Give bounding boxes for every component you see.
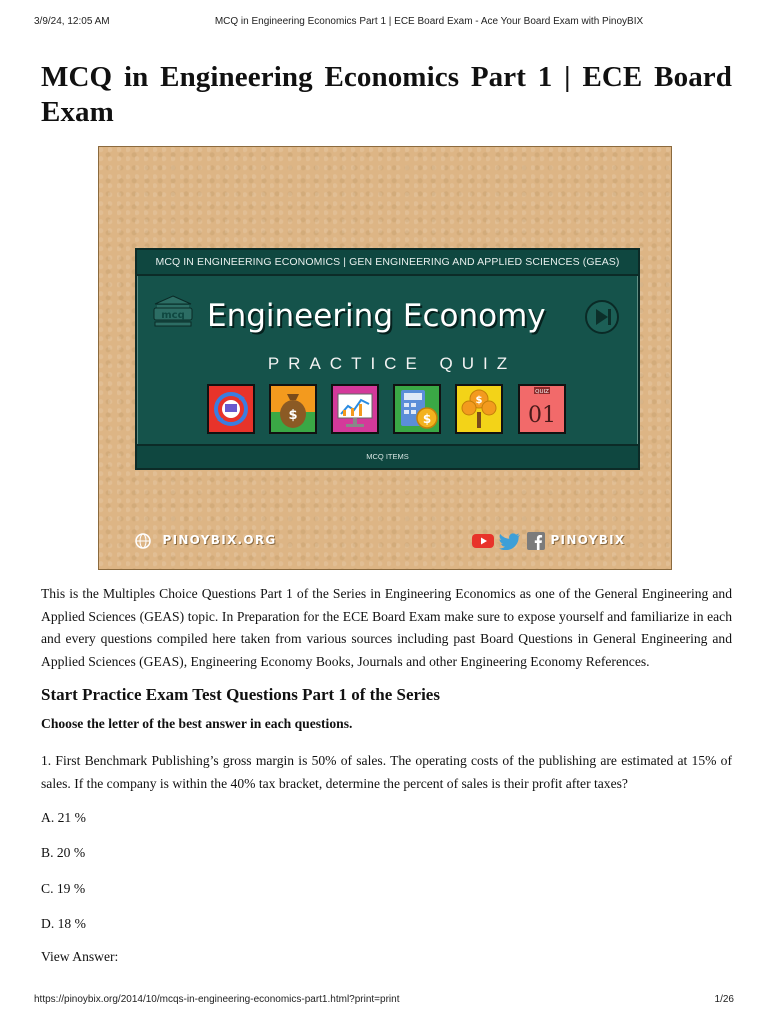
article-title: MCQ in Engineering Economics Part 1 | ECE Board Exam	[41, 61, 732, 128]
instruction-text: Choose the letter of the best answer in each questions.	[41, 716, 353, 731]
skip-next-icon	[584, 299, 620, 335]
banner-main-title: Engineering Economy	[207, 298, 546, 334]
print-datetime: 3/9/24, 12:05 AM	[34, 16, 110, 27]
featured-banner-image	[98, 146, 672, 570]
svg-text:$: $	[422, 412, 432, 426]
exam-cycle-icon	[209, 386, 253, 432]
money-bag-icon	[271, 386, 315, 432]
globe-icon	[135, 533, 151, 549]
logo-text: mcq	[161, 310, 185, 321]
tile-money-tree	[455, 384, 503, 434]
facebook-icon	[527, 532, 545, 550]
print-header	[34, 16, 734, 30]
choice-c[interactable]: C. 19 %	[41, 881, 86, 896]
money-tree-icon	[457, 386, 501, 432]
tile-calculator	[393, 384, 441, 434]
print-page-title: MCQ in Engineering Economics Part 1 | ECE Board Exam - Ace Your Board Exam with PinoyBIX	[214, 16, 644, 27]
svg-text:$: $	[475, 395, 483, 406]
banner-social	[472, 530, 625, 550]
choice-b[interactable]: B. 20 %	[41, 845, 86, 860]
svg-text:$: $	[288, 408, 298, 423]
view-answer-toggle[interactable]: View Answer:	[41, 949, 119, 964]
section-heading: Start Practice Exam Test Questions Part 1 of the Series	[41, 685, 440, 704]
print-footer	[34, 994, 734, 1008]
article-content	[41, 60, 732, 130]
print-url: https://pinoybix.org/2014/10/mcqs-in-engineering-economics-part1.html?print=print	[34, 994, 400, 1005]
twitter-icon	[499, 532, 521, 550]
calculator-coins-icon	[395, 386, 439, 432]
banner-bottom-strip: MCQ ITEMS	[137, 444, 638, 468]
choice-d[interactable]: D. 18 %	[41, 916, 86, 931]
quiz-label: QUIZ	[535, 389, 549, 395]
question-1-text: 1. First Benchmark Publishing’s gross margin is 50% of sales. The operating costs of the publishing are estimated at 15% of sales. If the company is within the 40% tax bracket, determine the percent of sales is their profit after taxes?	[41, 753, 732, 791]
quiz-number: 01	[528, 403, 556, 428]
banner-site-left	[135, 530, 277, 550]
site-name-left: PINOYBIX.ORG	[162, 533, 277, 547]
chart-screen-icon	[333, 386, 377, 432]
mcq-building-logo-icon	[151, 294, 195, 328]
site-name-right: PINOYBIX	[550, 533, 626, 547]
intro-paragraph: This is the Multiples Choice Questions Part 1 of the Series in Engineering Economics as one of the General Engineering and Applied Sciences (GEAS) topic. In Preparation for the ECE Board Exam make sure to expose yourself and familiarize in each and every questions compiled here taken from various sources including past Board Questions in General Engineering and Applied Sciences (GEAS), Engineering Economy Books, Journals and other Engineering Economy References.	[41, 586, 732, 669]
banner-subtitle: PRACTICE QUIZ	[267, 354, 517, 373]
quiz-number-badge	[520, 386, 564, 432]
tile-quiz-number	[518, 384, 566, 434]
youtube-icon	[472, 533, 494, 549]
banner-top-strip: MCQ IN ENGINEERING ECONOMICS | GEN ENGINEERING AND APPLIED SCIENCES (GEAS)	[137, 250, 638, 276]
tile-exam-cycle	[207, 384, 255, 434]
choice-a[interactable]: A. 21 %	[41, 810, 86, 825]
tile-money-bag	[269, 384, 317, 434]
print-page-number: 1/26	[714, 994, 734, 1005]
banner-panel	[135, 248, 640, 470]
tile-chart-screen	[331, 384, 379, 434]
